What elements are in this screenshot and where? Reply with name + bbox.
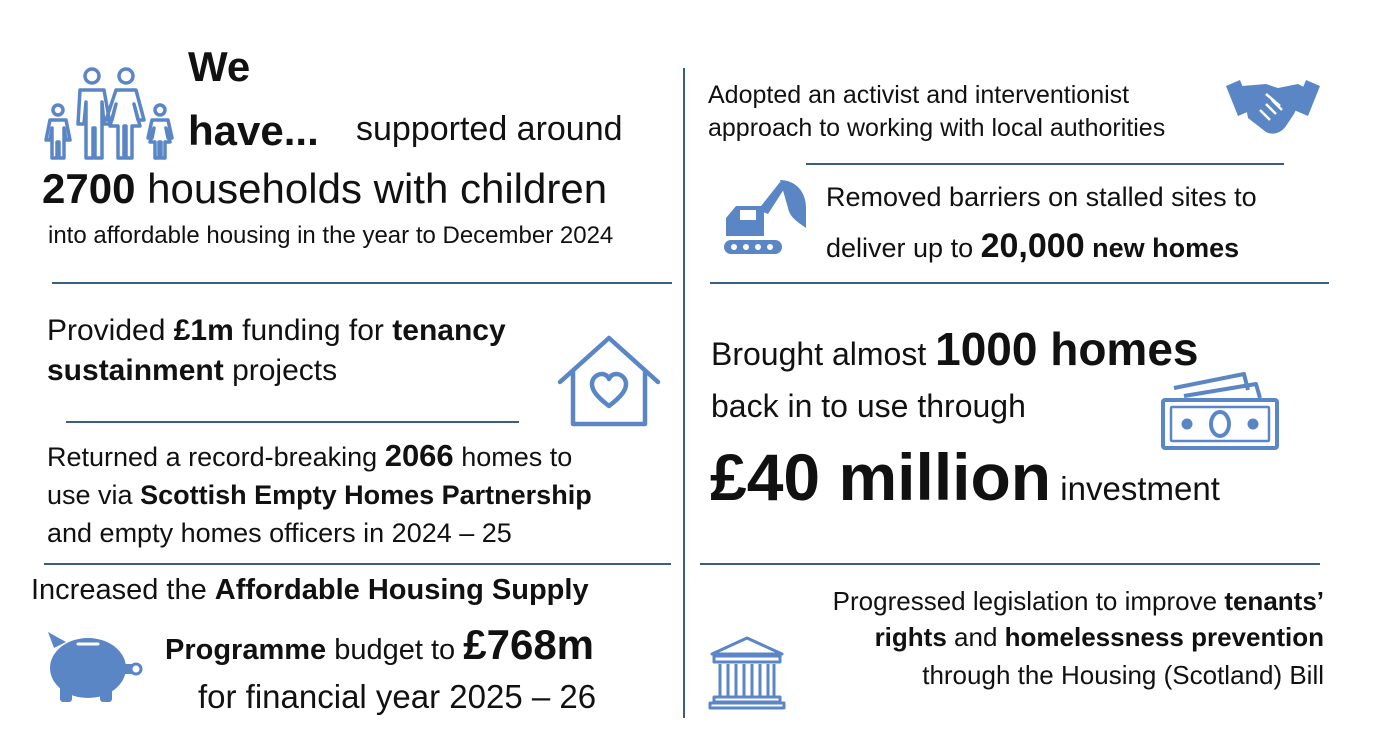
empty-homes-number: 2066	[384, 438, 454, 473]
brought-text: Brought almost	[711, 336, 927, 372]
investment-amount: £40 million	[710, 440, 1052, 514]
house-heart-icon	[556, 334, 662, 428]
supply-line-2	[165, 621, 595, 668]
legislation-line-2	[875, 624, 1324, 650]
use-via-text: use via	[47, 480, 133, 510]
have-heading: have...	[188, 107, 319, 154]
funding-line-2	[47, 356, 337, 386]
divider-right-2	[710, 282, 1329, 284]
rights-text: rights	[874, 622, 947, 652]
investment-text: investment	[1060, 470, 1220, 507]
provided-text: Provided	[47, 314, 166, 347]
handshake-icon	[1226, 80, 1320, 138]
and-text: and	[954, 622, 998, 652]
tenancy-text: tenancy	[392, 314, 506, 347]
supported-text: supported around	[356, 110, 623, 148]
divider-left-2	[66, 421, 519, 423]
funding-amount: £1m	[173, 314, 234, 347]
partnership-text: Scottish Empty Homes Partnership	[140, 480, 592, 510]
divider-left-3	[44, 563, 671, 565]
returned-text: Returned a record-breaking	[47, 442, 378, 472]
projects-text: projects	[232, 354, 338, 387]
funding-line-1	[47, 316, 506, 346]
ahsp-text: Affordable Housing Supply	[214, 574, 589, 606]
budget-amount: £768m	[463, 621, 595, 668]
empty-homes-line-2	[47, 482, 592, 509]
money-icon	[1160, 370, 1280, 452]
we-heading: We	[188, 43, 251, 90]
barriers-line-2	[826, 229, 1239, 263]
deliver-text: deliver up to	[826, 233, 974, 263]
supply-line-1	[31, 576, 589, 605]
tenants-text: tenants’	[1224, 586, 1324, 616]
homes-number: 1000 homes	[935, 323, 1199, 375]
affordable-housing-text: into affordable housing in the year to December 2024	[48, 222, 614, 249]
households-text: households with children	[147, 165, 608, 212]
piggy-bank-icon	[44, 628, 146, 704]
prevention-text: homelessness prevention	[1004, 622, 1324, 652]
increased-text: Increased the	[31, 574, 207, 606]
financial-year-text: for financial year 2025 – 26	[198, 678, 597, 715]
brought-line-2: back in to use through	[711, 388, 1026, 424]
sustainment-text: sustainment	[47, 354, 224, 387]
new-homes-number: 20,000	[980, 227, 1085, 265]
excavator-icon	[722, 178, 808, 258]
empty-homes-line-1	[47, 440, 572, 471]
divider-right-3	[700, 563, 1320, 565]
households-line	[42, 165, 608, 212]
empty-homes-line-3: and empty homes officers in 2024 – 25	[47, 518, 512, 548]
center-divider	[683, 68, 685, 718]
brought-line-1	[711, 323, 1199, 375]
divider-right-1	[806, 163, 1284, 165]
new-homes-text: new homes	[1092, 233, 1240, 263]
family-icon	[44, 66, 178, 160]
programme-text: Programme	[165, 634, 327, 666]
households-number: 2700	[42, 165, 136, 212]
legislation-line-1	[833, 588, 1324, 614]
divider-left-1	[52, 282, 672, 284]
budget-to-text: budget to	[334, 634, 456, 666]
homes-to-text: homes to	[461, 442, 573, 472]
barriers-line-1: Removed barriers on stalled sites to	[826, 182, 1257, 212]
funding-for-text: funding for	[242, 314, 384, 347]
activist-line-1: Adopted an activist and interventionist	[708, 81, 1130, 109]
brought-line-3	[710, 440, 1220, 514]
progressed-text: Progressed legislation to improve	[832, 586, 1218, 616]
government-building-icon	[708, 634, 786, 710]
legislation-line-3: through the Housing (Scotland) Bill	[922, 660, 1324, 690]
activist-line-2: approach to working with local authorities	[708, 114, 1166, 142]
